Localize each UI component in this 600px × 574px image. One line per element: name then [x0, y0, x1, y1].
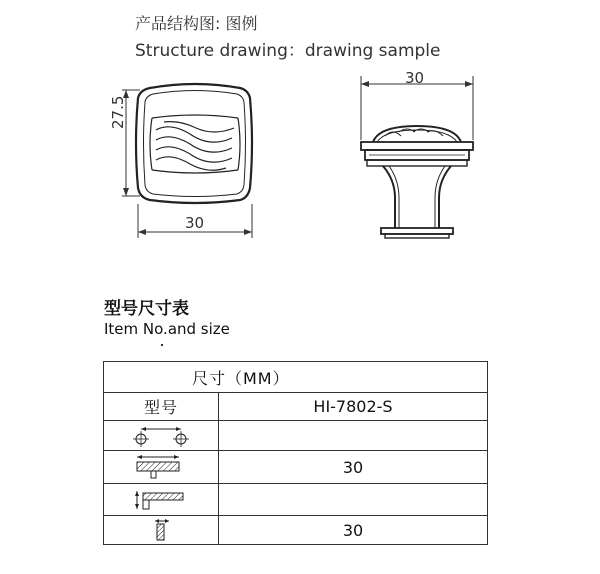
- screw-icon: [104, 516, 219, 545]
- table-row: [104, 421, 488, 451]
- model-row: [104, 393, 488, 421]
- row-value: 30: [219, 516, 488, 545]
- structure-title-en: Structure drawing：drawing sample: [135, 41, 441, 61]
- front-width-label: 30: [185, 214, 205, 232]
- model-value: HI-7802-S: [219, 393, 488, 421]
- size-table-title-en: Item No.and size: [104, 320, 230, 338]
- side-view-drawing: [355, 70, 480, 245]
- size-table: [103, 361, 488, 545]
- table-row: [104, 484, 488, 516]
- structure-title-cn: 产品结构图: 图例: [135, 14, 258, 33]
- size-table-title-cn: 型号尺寸表: [104, 299, 189, 319]
- size-mm-header: 尺寸（MM）: [104, 362, 488, 393]
- hole-spacing-icon: [104, 421, 219, 451]
- length-icon: [104, 451, 219, 484]
- table-header-row: [104, 362, 488, 393]
- row-value: [219, 484, 488, 516]
- row-value: [219, 421, 488, 451]
- table-row: [104, 451, 488, 484]
- front-height-label: 27.5: [109, 95, 127, 129]
- model-label: 型号: [104, 393, 219, 421]
- table-row: [104, 516, 488, 545]
- side-width-label: 30: [405, 69, 425, 87]
- height-icon: [104, 484, 219, 516]
- row-value: 30: [219, 451, 488, 484]
- dot-mark: [161, 344, 163, 346]
